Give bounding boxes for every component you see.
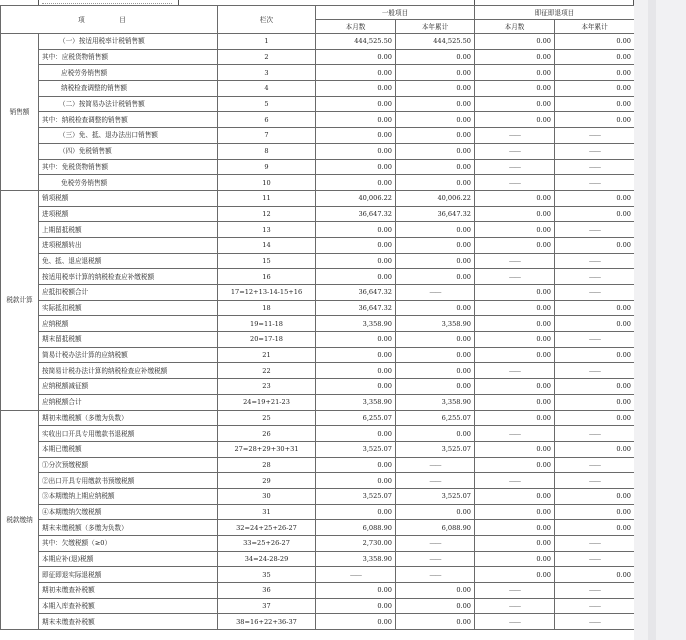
refund-month-value: 0.00 xyxy=(475,237,555,253)
general-month-value: 40,006.22 xyxy=(316,190,396,206)
general-ytd-value: 6,088.90 xyxy=(396,520,475,536)
general-month-value: 36,647.32 xyxy=(316,300,396,316)
table-row xyxy=(1,504,635,520)
row-column-no: 16 xyxy=(218,269,316,285)
table-row xyxy=(1,128,635,144)
refund-ytd-value: —— xyxy=(555,253,635,269)
row-column-no: 5 xyxy=(218,96,316,112)
table-row xyxy=(1,551,635,567)
row-label: 进项税额 xyxy=(39,206,218,222)
table-row xyxy=(1,206,635,222)
refund-ytd-value: 0.00 xyxy=(555,96,635,112)
refund-ytd-value: —— xyxy=(555,222,635,238)
general-ytd-value: 3,525.07 xyxy=(396,441,475,457)
general-ytd-value: 0.00 xyxy=(396,332,475,348)
refund-ytd-value: 0.00 xyxy=(555,379,635,395)
row-column-no: 4 xyxy=(218,81,316,97)
table-row xyxy=(1,159,635,175)
row-label: 本期应补(退)税额 xyxy=(39,551,218,567)
table-row xyxy=(1,598,635,614)
general-month-value: 3,525.07 xyxy=(316,441,396,457)
general-month-value: 6,255.07 xyxy=(316,410,396,426)
row-label: 期初未缴税额（多缴为负数） xyxy=(39,410,218,426)
general-ytd-value: —— xyxy=(396,551,475,567)
refund-ytd-value: 0.00 xyxy=(555,504,635,520)
row-column-no: 20=17-18 xyxy=(218,332,316,348)
refund-ytd-value: —— xyxy=(555,426,635,442)
row-label: ④本期缴纳欠缴税额 xyxy=(39,504,218,520)
row-column-no: 15 xyxy=(218,253,316,269)
row-label: 实收出口开具专用缴款书退税额 xyxy=(39,426,218,442)
table-row xyxy=(1,520,635,536)
table-row xyxy=(1,536,635,552)
row-column-no: 26 xyxy=(218,426,316,442)
header-general-items: 一般项目 xyxy=(316,6,475,20)
row-column-no: 14 xyxy=(218,237,316,253)
row-column-no: 23 xyxy=(218,379,316,395)
row-label: 销项税额 xyxy=(39,190,218,206)
row-label: 期末未缴税额（多缴为负数） xyxy=(39,520,218,536)
refund-month-value: 0.00 xyxy=(475,488,555,504)
refund-month-value: —— xyxy=(475,175,555,191)
table-row xyxy=(1,81,635,97)
general-ytd-value: 0.00 xyxy=(396,222,475,238)
row-label: （四）免税销售额 xyxy=(39,143,218,159)
general-ytd-value: 3,358.90 xyxy=(396,394,475,410)
refund-month-value: 0.00 xyxy=(475,112,555,128)
refund-ytd-value: 0.00 xyxy=(555,190,635,206)
general-ytd-value: 3,525.07 xyxy=(396,488,475,504)
table-row xyxy=(1,441,635,457)
row-label: （二）按简易办法计税销售额 xyxy=(39,96,218,112)
general-ytd-value: —— xyxy=(396,285,475,301)
refund-ytd-value: —— xyxy=(555,175,635,191)
general-month-value: —— xyxy=(316,567,396,583)
refund-ytd-value: 0.00 xyxy=(555,441,635,457)
header-refund-ytd: 本年累计 xyxy=(555,20,635,34)
table-row xyxy=(1,457,635,473)
row-column-no: 34=24-28-29 xyxy=(218,551,316,567)
refund-month-value: 0.00 xyxy=(475,332,555,348)
general-ytd-value: 0.00 xyxy=(396,175,475,191)
general-ytd-value: 0.00 xyxy=(396,81,475,97)
general-ytd-value: 0.00 xyxy=(396,65,475,81)
row-column-no: 35 xyxy=(218,567,316,583)
table-row xyxy=(1,426,635,442)
table-row xyxy=(1,190,635,206)
row-column-no: 19=11-18 xyxy=(218,316,316,332)
table-row xyxy=(1,143,635,159)
row-column-no: 17=12+13-14-15+16 xyxy=(218,285,316,301)
refund-ytd-value: —— xyxy=(555,551,635,567)
row-column-no: 18 xyxy=(218,300,316,316)
general-ytd-value: 0.00 xyxy=(396,347,475,363)
refund-month-value: 0.00 xyxy=(475,65,555,81)
header-column-no: 栏次 xyxy=(218,6,316,34)
refund-ytd-value: 0.00 xyxy=(555,488,635,504)
general-month-value: 0.00 xyxy=(316,457,396,473)
refund-ytd-value: —— xyxy=(555,143,635,159)
general-ytd-value: 0.00 xyxy=(396,363,475,379)
general-ytd-value: —— xyxy=(396,567,475,583)
general-ytd-value: 0.00 xyxy=(396,300,475,316)
refund-month-value: 0.00 xyxy=(475,379,555,395)
general-ytd-value: 0.00 xyxy=(396,49,475,65)
table-row xyxy=(1,175,635,191)
row-label: 期初未缴查补税额 xyxy=(39,583,218,599)
table-row xyxy=(1,488,635,504)
row-label: 即征即退实际退税额 xyxy=(39,567,218,583)
general-ytd-value: —— xyxy=(396,457,475,473)
row-column-no: 28 xyxy=(218,457,316,473)
general-month-value: 0.00 xyxy=(316,159,396,175)
general-ytd-value: 3,358.90 xyxy=(396,316,475,332)
refund-month-value: —— xyxy=(475,426,555,442)
row-column-no: 6 xyxy=(218,112,316,128)
table-row xyxy=(1,49,635,65)
refund-month-value: 0.00 xyxy=(475,206,555,222)
refund-ytd-value: 0.00 xyxy=(555,520,635,536)
refund-ytd-value: —— xyxy=(555,269,635,285)
refund-month-value: —— xyxy=(475,128,555,144)
row-label: 其中：欠缴税额（≥0） xyxy=(39,536,218,552)
row-column-no: 38=16+22+36-37 xyxy=(218,614,316,630)
general-month-value: 0.00 xyxy=(316,347,396,363)
general-month-value: 3,525.07 xyxy=(316,488,396,504)
general-ytd-value: —— xyxy=(396,473,475,489)
row-label: 进项税额转出 xyxy=(39,237,218,253)
row-label: 实际抵扣税额 xyxy=(39,300,218,316)
refund-month-value: 0.00 xyxy=(475,96,555,112)
general-month-value: 0.00 xyxy=(316,269,396,285)
row-label: 其中：纳税检查调整的销售额 xyxy=(39,112,218,128)
general-ytd-value: 444,525.50 xyxy=(396,34,475,50)
row-column-no: 22 xyxy=(218,363,316,379)
header-refund-items: 即征即退项目 xyxy=(475,6,635,20)
row-label: 应纳税额合计 xyxy=(39,394,218,410)
general-ytd-value: 0.00 xyxy=(396,269,475,285)
refund-month-value: —— xyxy=(475,473,555,489)
row-label: 免、抵、退应退税额 xyxy=(39,253,218,269)
row-column-no: 33=25+26-27 xyxy=(218,536,316,552)
table-row xyxy=(1,410,635,426)
table-row xyxy=(1,222,635,238)
general-ytd-value: 6,255.07 xyxy=(396,410,475,426)
table-row xyxy=(1,96,635,112)
refund-month-value: —— xyxy=(475,159,555,175)
table-row xyxy=(1,300,635,316)
row-label: 应税劳务销售额 xyxy=(39,65,218,81)
refund-ytd-value: —— xyxy=(555,285,635,301)
general-month-value: 444,525.50 xyxy=(316,34,396,50)
table-row xyxy=(1,473,635,489)
table-row xyxy=(1,253,635,269)
section-category: 销售额 xyxy=(1,34,39,191)
refund-ytd-value: 0.00 xyxy=(555,81,635,97)
refund-month-value: —— xyxy=(475,143,555,159)
header-general-ytd: 本年累计 xyxy=(396,20,475,34)
refund-month-value: 0.00 xyxy=(475,394,555,410)
row-label: （三）免、抵、退办法出口销售额 xyxy=(39,128,218,144)
table-row xyxy=(1,379,635,395)
row-column-no: 31 xyxy=(218,504,316,520)
refund-ytd-value: 0.00 xyxy=(555,567,635,583)
general-month-value: 0.00 xyxy=(316,426,396,442)
refund-month-value: 0.00 xyxy=(475,81,555,97)
refund-ytd-value: 0.00 xyxy=(555,112,635,128)
table-row xyxy=(1,614,635,630)
row-column-no: 24=19+21-23 xyxy=(218,394,316,410)
table-row xyxy=(1,316,635,332)
refund-ytd-value: —— xyxy=(555,159,635,175)
general-month-value: 0.00 xyxy=(316,222,396,238)
refund-month-value: —— xyxy=(475,269,555,285)
refund-month-value: 0.00 xyxy=(475,457,555,473)
row-label: 本期已缴税额 xyxy=(39,441,218,457)
row-label: 纳税检查调整的销售额 xyxy=(39,81,218,97)
row-column-no: 21 xyxy=(218,347,316,363)
row-label: 上期留抵税额 xyxy=(39,222,218,238)
row-label: 应抵扣税额合计 xyxy=(39,285,218,301)
refund-month-value: 0.00 xyxy=(475,504,555,520)
general-month-value: 0.00 xyxy=(316,504,396,520)
row-column-no: 11 xyxy=(218,190,316,206)
row-label: 按简易计税办法计算的纳税检查应补缴税额 xyxy=(39,363,218,379)
row-label: 免税劳务销售额 xyxy=(39,175,218,191)
general-month-value: 0.00 xyxy=(316,363,396,379)
table-row xyxy=(1,112,635,128)
general-ytd-value: 0.00 xyxy=(396,96,475,112)
refund-ytd-value: 0.00 xyxy=(555,300,635,316)
row-label: 期末未缴查补税额 xyxy=(39,614,218,630)
refund-month-value: 0.00 xyxy=(475,34,555,50)
general-month-value: 0.00 xyxy=(316,112,396,128)
refund-month-value: 0.00 xyxy=(475,520,555,536)
row-label: 期末留抵税额 xyxy=(39,332,218,348)
general-month-value: 0.00 xyxy=(316,143,396,159)
refund-month-value: 0.00 xyxy=(475,536,555,552)
row-label: ①分次预缴税额 xyxy=(39,457,218,473)
table-row xyxy=(1,237,635,253)
refund-month-value: —— xyxy=(475,253,555,269)
refund-ytd-value: —— xyxy=(555,457,635,473)
refund-month-value: 0.00 xyxy=(475,551,555,567)
refund-ytd-value: —— xyxy=(555,363,635,379)
refund-month-value: —— xyxy=(475,598,555,614)
general-ytd-value: 0.00 xyxy=(396,159,475,175)
general-month-value: 0.00 xyxy=(316,379,396,395)
table-row xyxy=(1,363,635,379)
refund-month-value: 0.00 xyxy=(475,190,555,206)
general-ytd-value: 0.00 xyxy=(396,237,475,253)
header-general-month: 本月数 xyxy=(316,20,396,34)
refund-ytd-value: —— xyxy=(555,598,635,614)
row-label: （一）按适用税率计税销售额 xyxy=(39,34,218,50)
row-column-no: 8 xyxy=(218,143,316,159)
viewer-margin xyxy=(634,0,686,640)
general-ytd-value: —— xyxy=(396,536,475,552)
row-label: 其中：应税货物销售额 xyxy=(39,49,218,65)
general-month-value: 0.00 xyxy=(316,583,396,599)
refund-ytd-value: 0.00 xyxy=(555,316,635,332)
section-category: 税款缴纳 xyxy=(1,410,39,630)
general-month-value: 3,358.90 xyxy=(316,316,396,332)
refund-month-value: 0.00 xyxy=(475,567,555,583)
table-row xyxy=(1,285,635,301)
table-row xyxy=(1,34,635,50)
general-ytd-value: 0.00 xyxy=(396,504,475,520)
general-ytd-value: 0.00 xyxy=(396,426,475,442)
refund-month-value: —— xyxy=(475,583,555,599)
scrollbar-track[interactable] xyxy=(648,0,656,640)
general-month-value: 0.00 xyxy=(316,253,396,269)
general-month-value: 0.00 xyxy=(316,332,396,348)
table-row xyxy=(1,269,635,285)
refund-month-value: 0.00 xyxy=(475,285,555,301)
refund-ytd-value: —— xyxy=(555,473,635,489)
general-month-value: 0.00 xyxy=(316,598,396,614)
refund-month-value: 0.00 xyxy=(475,49,555,65)
general-month-value: 0.00 xyxy=(316,128,396,144)
general-month-value: 0.00 xyxy=(316,473,396,489)
row-column-no: 30 xyxy=(218,488,316,504)
general-month-value: 3,358.90 xyxy=(316,394,396,410)
general-ytd-value: 0.00 xyxy=(396,112,475,128)
row-label: 简易计税办法计算的应纳税额 xyxy=(39,347,218,363)
vat-return-table xyxy=(0,5,634,630)
general-month-value: 0.00 xyxy=(316,96,396,112)
refund-ytd-value: 0.00 xyxy=(555,394,635,410)
header-item: 项 目 xyxy=(1,6,218,34)
general-month-value: 0.00 xyxy=(316,614,396,630)
general-month-value: 36,647.32 xyxy=(316,206,396,222)
row-column-no: 3 xyxy=(218,65,316,81)
section-category: 税款计算 xyxy=(1,190,39,410)
row-column-no: 12 xyxy=(218,206,316,222)
refund-ytd-value: 0.00 xyxy=(555,410,635,426)
refund-ytd-value: 0.00 xyxy=(555,65,635,81)
row-column-no: 32=24+25+26-27 xyxy=(218,520,316,536)
table-row xyxy=(1,394,635,410)
refund-month-value: 0.00 xyxy=(475,441,555,457)
row-column-no: 1 xyxy=(218,34,316,50)
refund-ytd-value: —— xyxy=(555,614,635,630)
row-column-no: 7 xyxy=(218,128,316,144)
refund-ytd-value: —— xyxy=(555,332,635,348)
general-ytd-value: 0.00 xyxy=(396,253,475,269)
refund-month-value: —— xyxy=(475,363,555,379)
refund-month-value: —— xyxy=(475,614,555,630)
refund-ytd-value: —— xyxy=(555,536,635,552)
row-label: ②出口开具专用缴款书预缴税额 xyxy=(39,473,218,489)
general-ytd-value: 0.00 xyxy=(396,379,475,395)
general-ytd-value: 0.00 xyxy=(396,143,475,159)
table-row xyxy=(1,347,635,363)
refund-ytd-value: 0.00 xyxy=(555,237,635,253)
general-ytd-value: 0.00 xyxy=(396,598,475,614)
refund-ytd-value: —— xyxy=(555,128,635,144)
row-label: 应纳税额减征额 xyxy=(39,379,218,395)
refund-month-value: 0.00 xyxy=(475,222,555,238)
refund-ytd-value: 0.00 xyxy=(555,347,635,363)
row-label: 本期入库查补税额 xyxy=(39,598,218,614)
general-month-value: 0.00 xyxy=(316,49,396,65)
general-month-value: 6,088.90 xyxy=(316,520,396,536)
row-label: 按适用税率计算的纳税检查应补缴税额 xyxy=(39,269,218,285)
row-column-no: 9 xyxy=(218,159,316,175)
general-ytd-value: 0.00 xyxy=(396,614,475,630)
row-column-no: 10 xyxy=(218,175,316,191)
row-column-no: 36 xyxy=(218,583,316,599)
general-month-value: 0.00 xyxy=(316,175,396,191)
refund-month-value: 0.00 xyxy=(475,316,555,332)
refund-month-value: 0.00 xyxy=(475,300,555,316)
general-month-value: 3,358.90 xyxy=(316,551,396,567)
general-ytd-value: 36,647.32 xyxy=(396,206,475,222)
table-row xyxy=(1,65,635,81)
row-column-no: 27=28+29+30+31 xyxy=(218,441,316,457)
row-column-no: 25 xyxy=(218,410,316,426)
row-column-no: 2 xyxy=(218,49,316,65)
general-month-value: 0.00 xyxy=(316,81,396,97)
refund-month-value: 0.00 xyxy=(475,410,555,426)
general-month-value: 36,647.32 xyxy=(316,285,396,301)
refund-month-value: 0.00 xyxy=(475,347,555,363)
refund-ytd-value: 0.00 xyxy=(555,34,635,50)
row-label: 其中：免税货物销售额 xyxy=(39,159,218,175)
row-label: 应纳税额 xyxy=(39,316,218,332)
refund-ytd-value: —— xyxy=(555,583,635,599)
header-refund-month: 本月数 xyxy=(475,20,555,34)
general-month-value: 0.00 xyxy=(316,237,396,253)
row-column-no: 37 xyxy=(218,598,316,614)
row-label: ③本期缴纳上期应纳税额 xyxy=(39,488,218,504)
table-row xyxy=(1,583,635,599)
general-ytd-value: 40,006.22 xyxy=(396,190,475,206)
refund-ytd-value: 0.00 xyxy=(555,49,635,65)
table-row xyxy=(1,332,635,348)
table-row xyxy=(1,567,635,583)
general-month-value: 0.00 xyxy=(316,65,396,81)
table-body xyxy=(1,34,635,630)
row-column-no: 29 xyxy=(218,473,316,489)
general-ytd-value: 0.00 xyxy=(396,128,475,144)
refund-ytd-value: 0.00 xyxy=(555,206,635,222)
row-column-no: 13 xyxy=(218,222,316,238)
general-month-value: 2,730.00 xyxy=(316,536,396,552)
general-ytd-value: 0.00 xyxy=(396,583,475,599)
